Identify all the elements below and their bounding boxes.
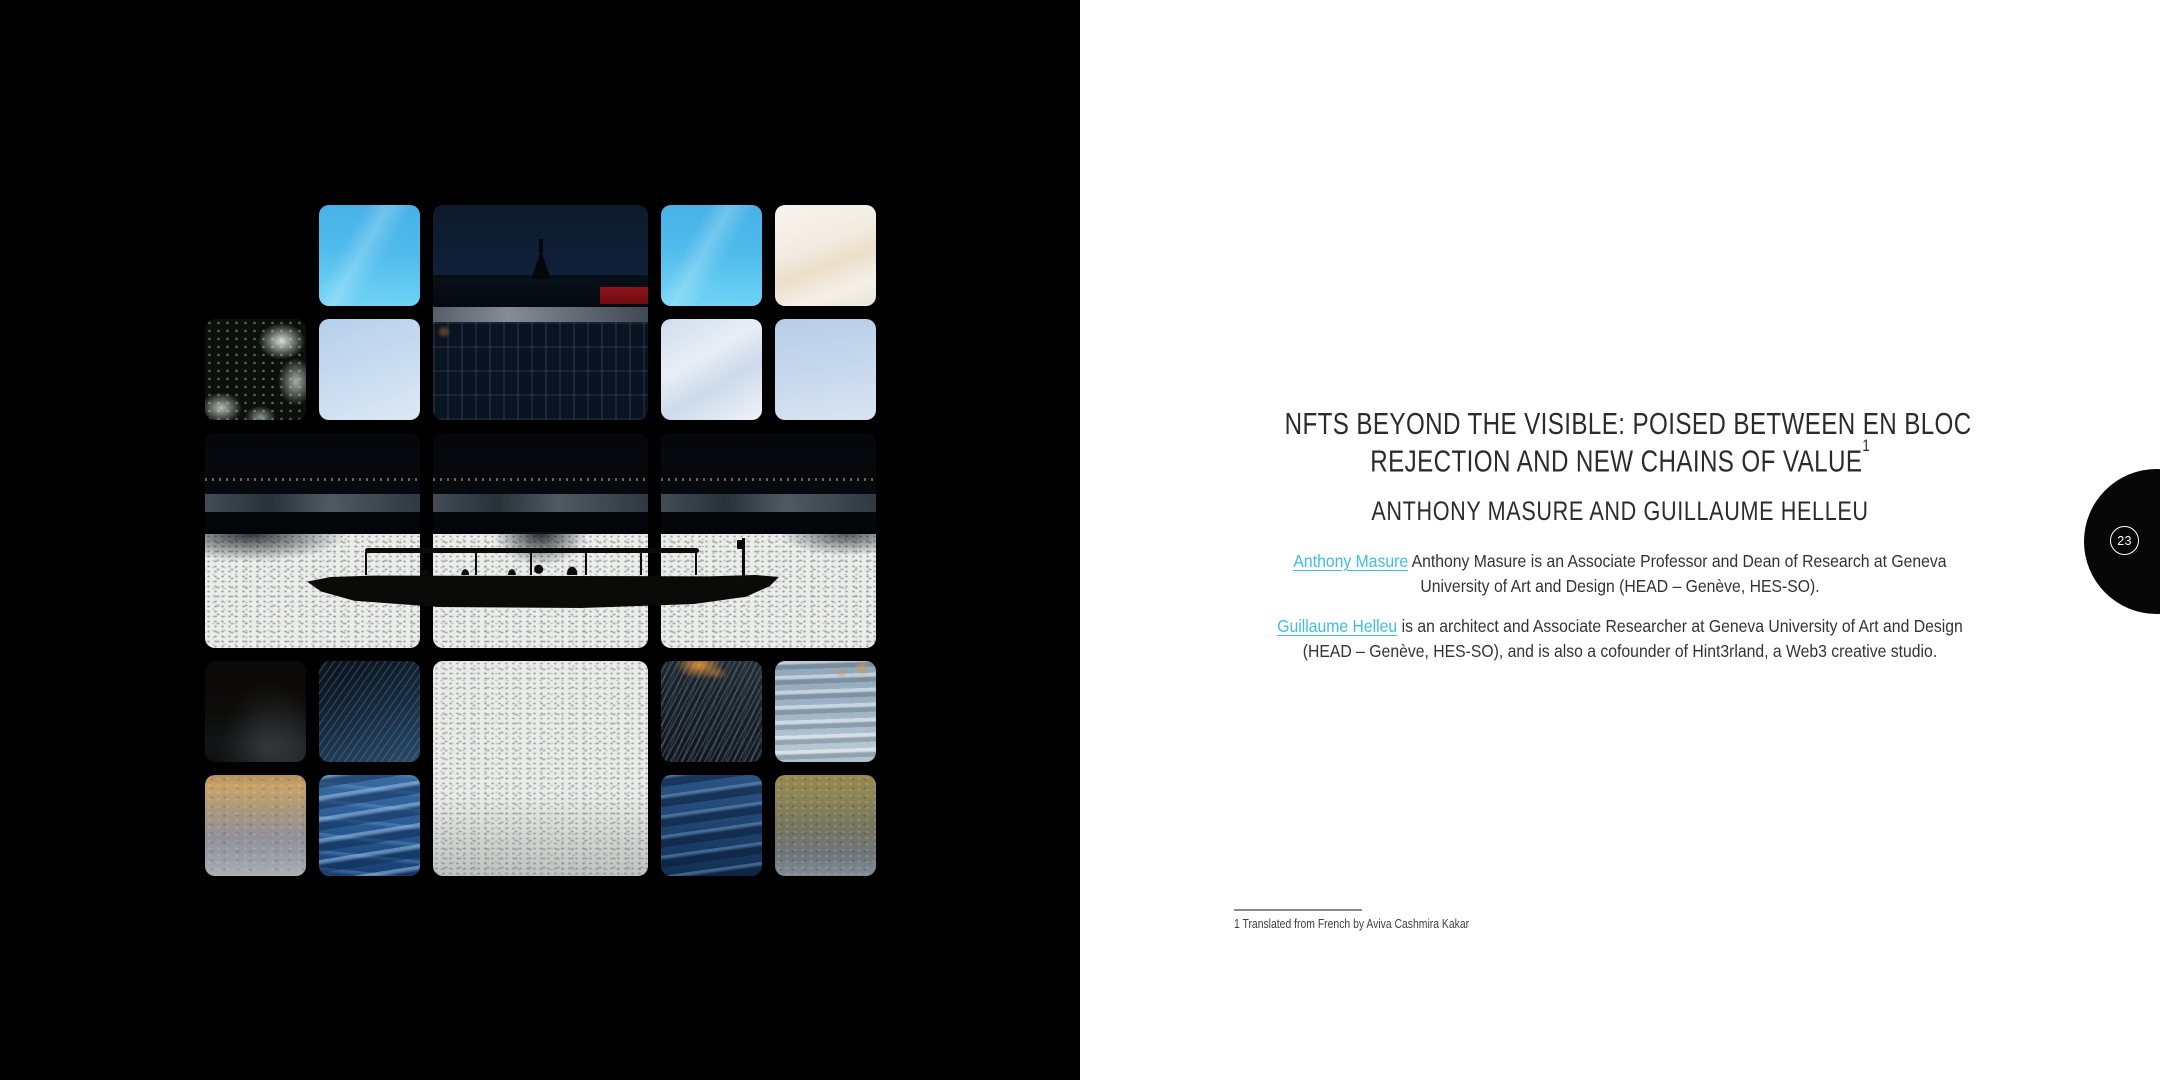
footnote: 1 Translated from French by Aviva Cashmira Kakar	[1234, 916, 1470, 931]
roof-light-strip	[433, 307, 648, 322]
article-title-line-2	[1285, 436, 1956, 479]
tile-tree-foliage	[205, 319, 306, 420]
building-facade	[433, 322, 648, 420]
bio2-line-2: (HEAD – Genève, HES-SO), and is also a cofounder of Hint3rland, a Web3 creative studio.	[1302, 641, 1938, 661]
boat-silhouette	[307, 538, 779, 613]
page-number-badge	[2084, 469, 2160, 614]
bio1-line-2: University of Art and Design (HEAD – Genève, HES-SO).	[1420, 576, 1820, 596]
bio1-line-1-text: Anthony Masure is an Associate Professor and Dean of Research at Geneva	[1408, 551, 1947, 571]
tile-stone-warm	[205, 775, 306, 876]
boat-mast	[742, 538, 745, 582]
article-title	[1190, 406, 2050, 479]
bio2-line-1-text: is an architect and Associate Researcher at Geneva University of Art and Design	[1397, 616, 1963, 636]
bridge-reflection	[779, 534, 876, 556]
tile-dark-building	[433, 205, 648, 420]
bio-anthony-masure	[1190, 549, 2050, 599]
tile-pearl-top-right	[775, 205, 876, 306]
tile-waves-blue	[319, 775, 420, 876]
tile-pearl-top-left	[205, 205, 306, 306]
bio1-line-1	[1233, 549, 2007, 574]
tile-water-dark-blue	[319, 661, 420, 762]
red-sign	[600, 287, 648, 304]
boat-passengers	[365, 552, 699, 575]
boat-hull	[307, 575, 779, 608]
anthony-masure-link[interactable]: Anthony Masure	[1293, 551, 1409, 571]
article-title-line-2-text: REJECTION AND NEW CHAINS OF VALUE	[1370, 443, 1863, 479]
article-title-line-1: NFTS BEYOND THE VISIBLE: POISED BETWEEN EN BLOC	[1284, 406, 1972, 441]
guillaume-helleu-link[interactable]: Guillaume Helleu	[1277, 616, 1398, 636]
tile-sky-vivid-left	[319, 205, 420, 306]
tile-water-black	[205, 661, 306, 762]
tile-sparkling-water	[433, 661, 648, 876]
tile-waves-navy	[661, 775, 762, 876]
footnote-reference-superscript: 1	[1862, 436, 1870, 455]
photo-mosaic-grid	[205, 205, 876, 876]
tile-sky-vivid-right	[661, 205, 762, 306]
footnote-divider	[1234, 909, 1362, 911]
building-spire	[531, 251, 551, 279]
right-page	[1080, 0, 2160, 1080]
tile-sky-pale-right	[775, 319, 876, 420]
tile-stone-olive	[775, 775, 876, 876]
tile-sky-pale-left	[319, 319, 420, 420]
tile-sky-pale-clouds	[661, 319, 762, 420]
byline: ANTHONY MASURE AND GUILLAUME HELLEU	[1371, 496, 1869, 526]
tile-water-orange-glint	[661, 661, 762, 762]
tile-water-ripple-light	[775, 661, 876, 762]
page-number: 23	[2110, 526, 2139, 555]
bio2-line-1	[1233, 614, 2007, 639]
bio-guillaume-helleu	[1190, 614, 2050, 664]
